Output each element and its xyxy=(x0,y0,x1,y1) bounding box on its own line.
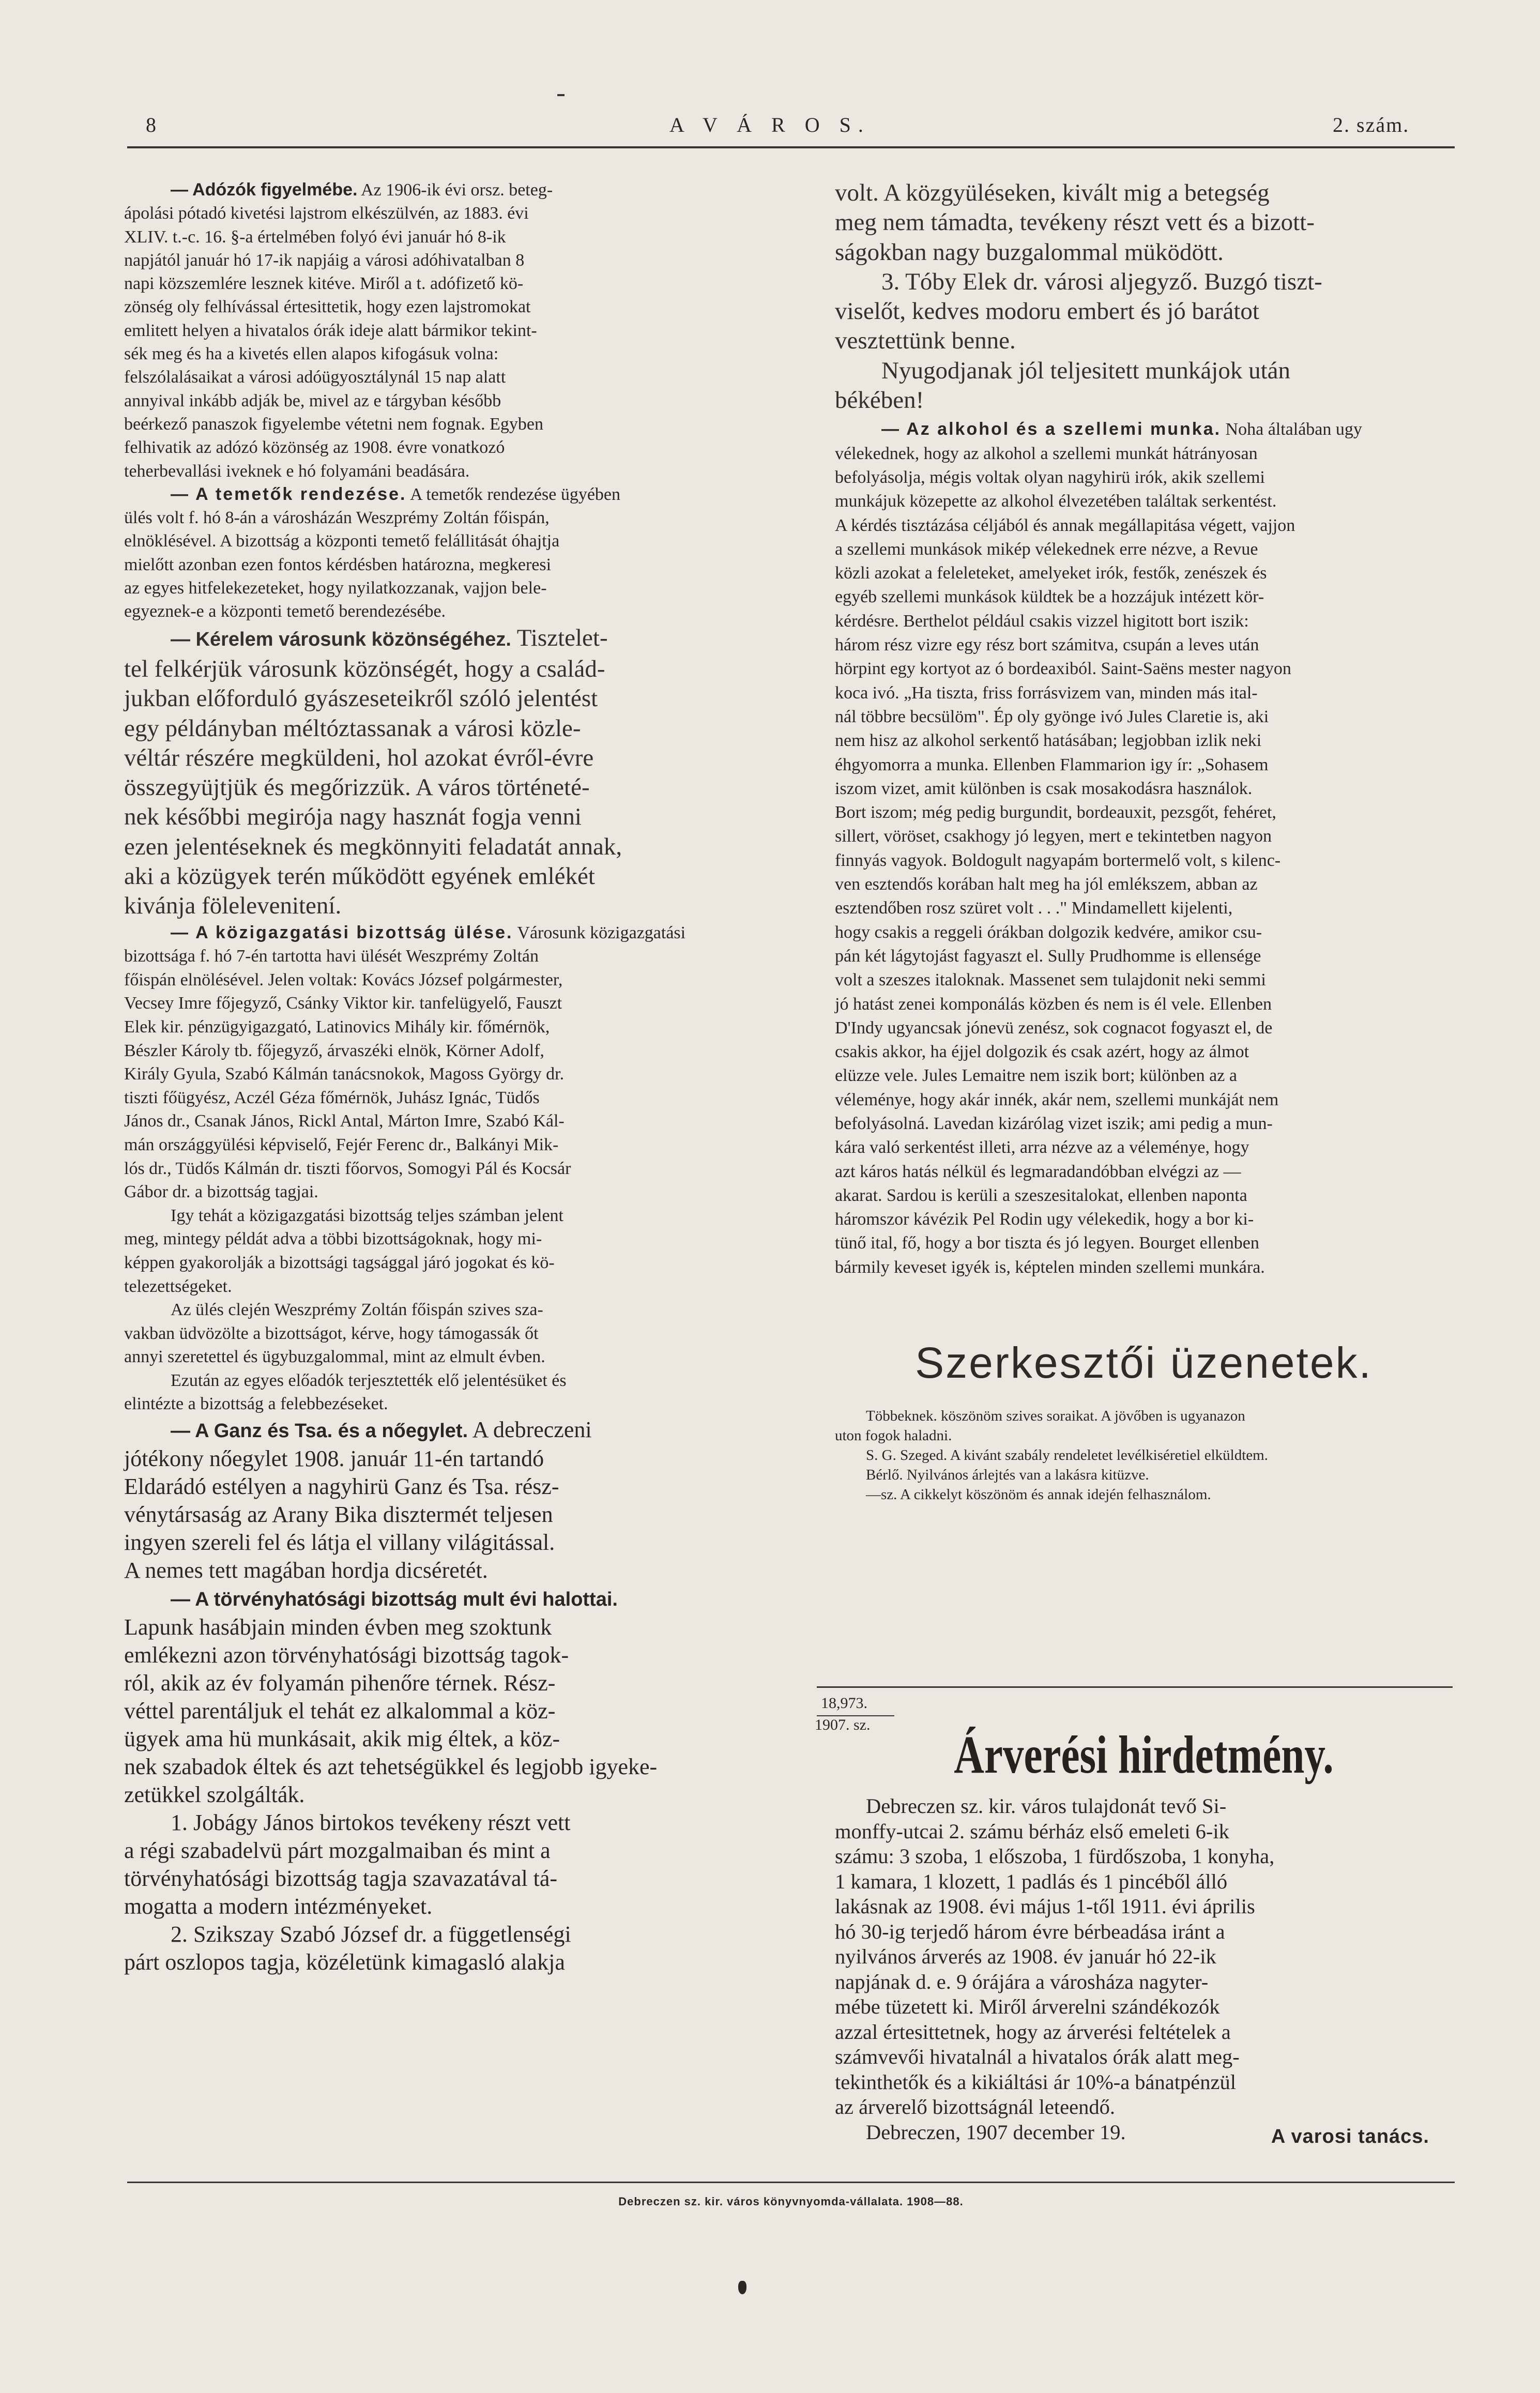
article-torvenyhatosag: — A törvényhatósági bizottság mult évi halottai. Lapunk hasábjain minden évben meg szoktunk emlékezni azon törvényhatósági bizottság tagok- ról, akik az év folyamán pihenőre térnek. Rész- véttel parentáljuk el tehát ez alkalommal a köz- ügyek ama hü munkásait, akik mig éltek, a köz- nek szabadok éltek és azt tehetségükkel és legjobb igyeke- zetükkel szolgálták. 1. Jobágy János birtokos tevékeny részt vett a régi szabadelvü párt mozgalmaiban és mint a törvényhatósági bizottság tagja szavazatával tá- mogatta a modern intézményeket. 2. Szikszay Szabó József dr. a függetlenségi párt oszlopos tagja, közéletünk kimagasló alakja xyxy=(124,1589,658,1975)
auction-heading: Árverési hirdetmény. xyxy=(954,1725,1334,1785)
article-title: — Adózók figyelmébe. xyxy=(171,180,358,200)
article-alkohol: — Az alkohol és a szellemi munka. Noha általában ugy vélekednek, hogy az alkohol a szellemi munkát hátrányosan befolyásolja, mégis voltak olyan nagyhirü irók, akik szellemi munkájuk közepette az alkohol élvezetében találtak serkentést. A kérdés tisztázása céljából és annak megállapitása végett, vajjon a szellemi munkások mikép vélekednek erre nézve, a Revue közli azokat a feleleteket, amelyeket irók, festők, zenészek és egyéb szellemi munkások küldtek be a hozzájuk intézett kör- kérdésre. Berthelot például csakis vizzel higitott bort iszik: három rész vizre egy rész bort számitva, csupán a leves után hörpint egy kortyot az ó bordeaxiból. Saint-Saëns mester nagyon koca ivó. „Ha tiszta, friss forrásvizem van, minden más ital- nál többre becsülöm". Ép oly gyönge ivó Jules Claretie is, aki nem hisz az alkohol serkentő hatásában; legjobban izlik neki éhgyomorra a munka. Ellenben Flammarion igy ír: „Sohasem iszom vizet, amit különben is csak mosakodásra használok. Bort iszom; még pedig burgundit, bordeauxit, pezsgőt, fehéret, sillert, vöröset, csakhogy jó legyen, mert e tekintetben nagyon finnyás vagyok. Boldogult nagyapám bortermelő volt, s kilenc- ven esztendős korában halt meg ha jól emlékszem, abban az esztendőben rosz szüret volt . . ." Mindamellett kijelenti, hogy csakis a reggeli órákban dolgozik kedvére, amikor csu- pán két lágytojást fagyaszt el. Sully Prudhomme is ellensége volt a szeszes italoknak. Massenet sem tulajdonit neki semmi jó hatást zenei komponálás közben és nem is él vele. Ellenben D'Indy ugyancsak jónevü zenész, sok cognacot fogyaszt el, de csakis akkor, ha éjjel dolgozik és csak azért, hogy az álmot elüzze vele. Jules Lemaitre nem iszik bort; különben az a véleménye, hogy akár innék, akár nem, szellemi munkáját nem befolyásolná. Lavedan kizárólag vizet iszik; ami pedig a mun- kára való serkentést illeti, arra nézve az a véleménye, hogy azt káros hatás nélkül és legmaradandóbban elvégzi az — akarat. Sardou is kerüli a szeszesitalokat, ellenben naponta háromszor kávézik Pel Rodin ugy vélekedik, hogy a bor ki- tünő ital, fő, hogy a bor tiszta és jó legyen. Bourget ellenben bármily keveset igyék is, képtelen minden szellemi munkára. xyxy=(835,419,1362,1277)
journal-title: A V Á R O S. xyxy=(669,113,871,136)
article-title: — Az alkohol és a szellemi munka. xyxy=(881,419,1222,439)
article-ganz: — A Ganz és Tsa. és a nőegylet. A debreczeni jótékony nőegylet 1908. január 11-én tartandó Eldarádó estélyen a nagyhirü Ganz és Tsa. rész- vénytársaság az Arany Bika disztermét teljesen ingyen szereli fel és látja el villany világitással. A nemes tett magában hordja dicséretét. xyxy=(124,1417,592,1583)
article-title: — A törvényhatósági bizottság mult évi halottai. xyxy=(171,1589,618,1611)
print-mark-small xyxy=(557,94,565,96)
section-rule xyxy=(817,1686,1453,1688)
right-column xyxy=(835,178,1453,1279)
article-adozok: — Adózók figyelmébe. Az 1906-ik évi orsz. beteg- ápolási pótadó kivetési lajstrom elkészülvén, az 1883. évi XLIV. t.-c. 16. §-a értelmében folyó évi január hó 8-ik napjától január hó 17-ik napjáig a városi adóhivatalban 8 napi közszemlére lesznek kitéve. Miről a t. adófizető kö- zönség oly felhívással értesittetik, hogy ezen lajstromokat emlitett helyen a hivatalos órák ideje alatt bármikor tekint- sék meg és ha a kivetés ellen alapos kifogásuk volna: felszólalásaikat a városi adóügyosztálynál 15 nap alatt annyival inkább adják be, mivel az e tárgyban később beérkező panaszok figyelembe vétetni nem fognak. Egyben felhivatik az adózó közönség az 1908. évre vonatkozó teherbevallási iveknek e hó folyamáni beadására. xyxy=(124,180,553,481)
article-temetok: — A temetők rendezése. A temetők rendezése ügyében ülés volt f. hó 8-án a városházán Weszprémy Zoltán főispán, elnöklésével. A bizottság a központi temető felállitását óhajtja mielőtt azonban ezen fontos kérdésben határozna, megkeresi az egyes hitfelekezeteket, hogy nyilatkozzanak, vajjon bele- egyeznek-e a központi temető berendezésébe. xyxy=(124,484,621,621)
editor-messages: Többeknek. köszönöm szives soraikat. A jövőben is ugyanazon uton fogok haladni. S. G. Szeged. A kivánt szabály rendeletet levélkiséretiel elküldtem. Bérlő. Nyilvános árlejtés van a lakásra kitüzve. —sz. A cikkelyt köszönöm és annak idején felhasználom. xyxy=(835,1408,1268,1503)
left-column xyxy=(124,178,801,1976)
article-title: — A Ganz és Tsa. és a nőegylet. xyxy=(171,1420,468,1442)
page-number: 8 xyxy=(146,113,157,136)
footer-rule xyxy=(127,2182,1455,2183)
messages-heading: Szerkesztői üzenetek. xyxy=(915,1338,1373,1387)
article-torvenyhatosag-cont: volt. A közgyüléseken, kivált mig a betegség meg nem támadta, tevékeny részt vett és a bizott- ságokban nagy buzgalommal müködött. 3. Tóby Elek dr. városi aljegyző. Buzgó tiszt- viselőt, kedves modoru embert és jó barátot vesztettünk benne. Nyugodjanak jól teljesitett munkájok után békében! xyxy=(835,179,1322,414)
article-kozigazgatas: — A közigazgatási bizottság ülése. Városunk közigazgatási bizottsága f. hó 7-én tartotta havi ülését Weszprémy Zoltán főispán elnölésével. Jelen voltak: Kovács József polgármester, Vecsey Imre főjegyző, Csánky Viktor kir. tanfelügyelő, Fauszt Elek kir. pénzügyigazgató, Latinovics Mihály kir. főmérnök, Bészler Károly tb. főjegyző, árvaszéki elnök, Körner Adolf, Király Gyula, Szabó Kálmán tanácsnokok, Magoss György dr. tiszti főügyész, Aczél Géza főmérnök, Juhász Ignác, Tüdős János dr., Csanak János, Rickl Antal, Márton Imre, Szabó Kál- mán országgyülési képviselő, Fejér Ferenc dr., Balkányi Mik- lós dr., Tüdős Kálmán dr. tiszti főorvos, Somogyi Pál és Kocsár Gábor dr. a bizottság tagjai. Igy tehát a közigazgatási bizottság teljes számban jelent meg, mintegy példát adva a többi bizottságoknak, hogy mi- képpen gyakorolják a bizottsági tagsággal járó jogokat és kö- telezettségeket. Az ülés clején Weszprémy Zoltán főispán szives sza- vakban üdvözölte a bizottságot, kérve, hogy támogassák őt annyi szeretettel és ügybuzgalommal, mint az elmult évben. Ezután az egyes előadók terjesztették elő jelentésüket és elintézte a bizottság a felebbezéseket. xyxy=(124,922,686,1414)
article-title: — Kérelem városunk közönségéhez. xyxy=(171,628,511,650)
auction-signature: A varosi tanács. xyxy=(1271,2126,1429,2147)
reference-number: 18,973. xyxy=(821,1695,867,1712)
auction-date: Debreczen, 1907 december 19. xyxy=(866,2120,1126,2144)
article-kerelem: — Kérelem városunk közönségéhez. Tisztelet- tel felkérjük városunk közönségét, hogy a család- jukban előforduló gyászeseteikről szóló jelentést egy példányban méltóztassanak a városi közle- véltár részére megküldeni, hol azokat évről-évre összegyüjtjük és megőrizzük. A város történeté- nek későbbi megirója nagy hasznát fogja venni ezen jelentéseknek és megkönnyiti feladatát annak, aki a közügyek terén működött egyének emlékét kivánja fölelevenitení. xyxy=(124,624,622,920)
issue-number: 2. szám. xyxy=(1333,113,1410,136)
print-mark xyxy=(738,2281,746,2294)
reference-year: 1907. sz. xyxy=(815,1716,871,1733)
printer-imprint: Debreczen sz. kir. város könyvnyomda-vállalata. 1908—88. xyxy=(618,2195,964,2208)
article-title: — A temetők rendezése. xyxy=(171,484,407,504)
header-rule xyxy=(127,146,1455,148)
auction-notice: Debreczen sz. kir. város tulajdonát tevő Si- monffy-utcai 2. számu bérház első emeleti 6-ik számu: 3 szoba, 1 előszoba, 1 fürdőszoba, 1 konyha, 1 kamara, 1 klozett, 1 padlás és 1 pincéből álló lakásnak az 1908. évi május 1-től 1911. évi április hó 30-ig terjedő három évre bérbeadása iránt a nyilvános árverés az 1908. év január hó 22-ik napjának d. e. 9 órájára a városháza nagyter- mébe tüzetett ki. Miről árverelni szándékozók azzal értesittetnek, hogy az árverési feltételek a számvevői hivatalnál a hivatalos órák alatt meg- tekinthetők és a kikiáltási ár 10%-a bánatpénzül az árverelő bizottságnál leteendő. Debreczen, 1907 december 19. xyxy=(835,1794,1275,2144)
article-title: — A közigazgatási bizottság ülése. xyxy=(171,922,513,942)
